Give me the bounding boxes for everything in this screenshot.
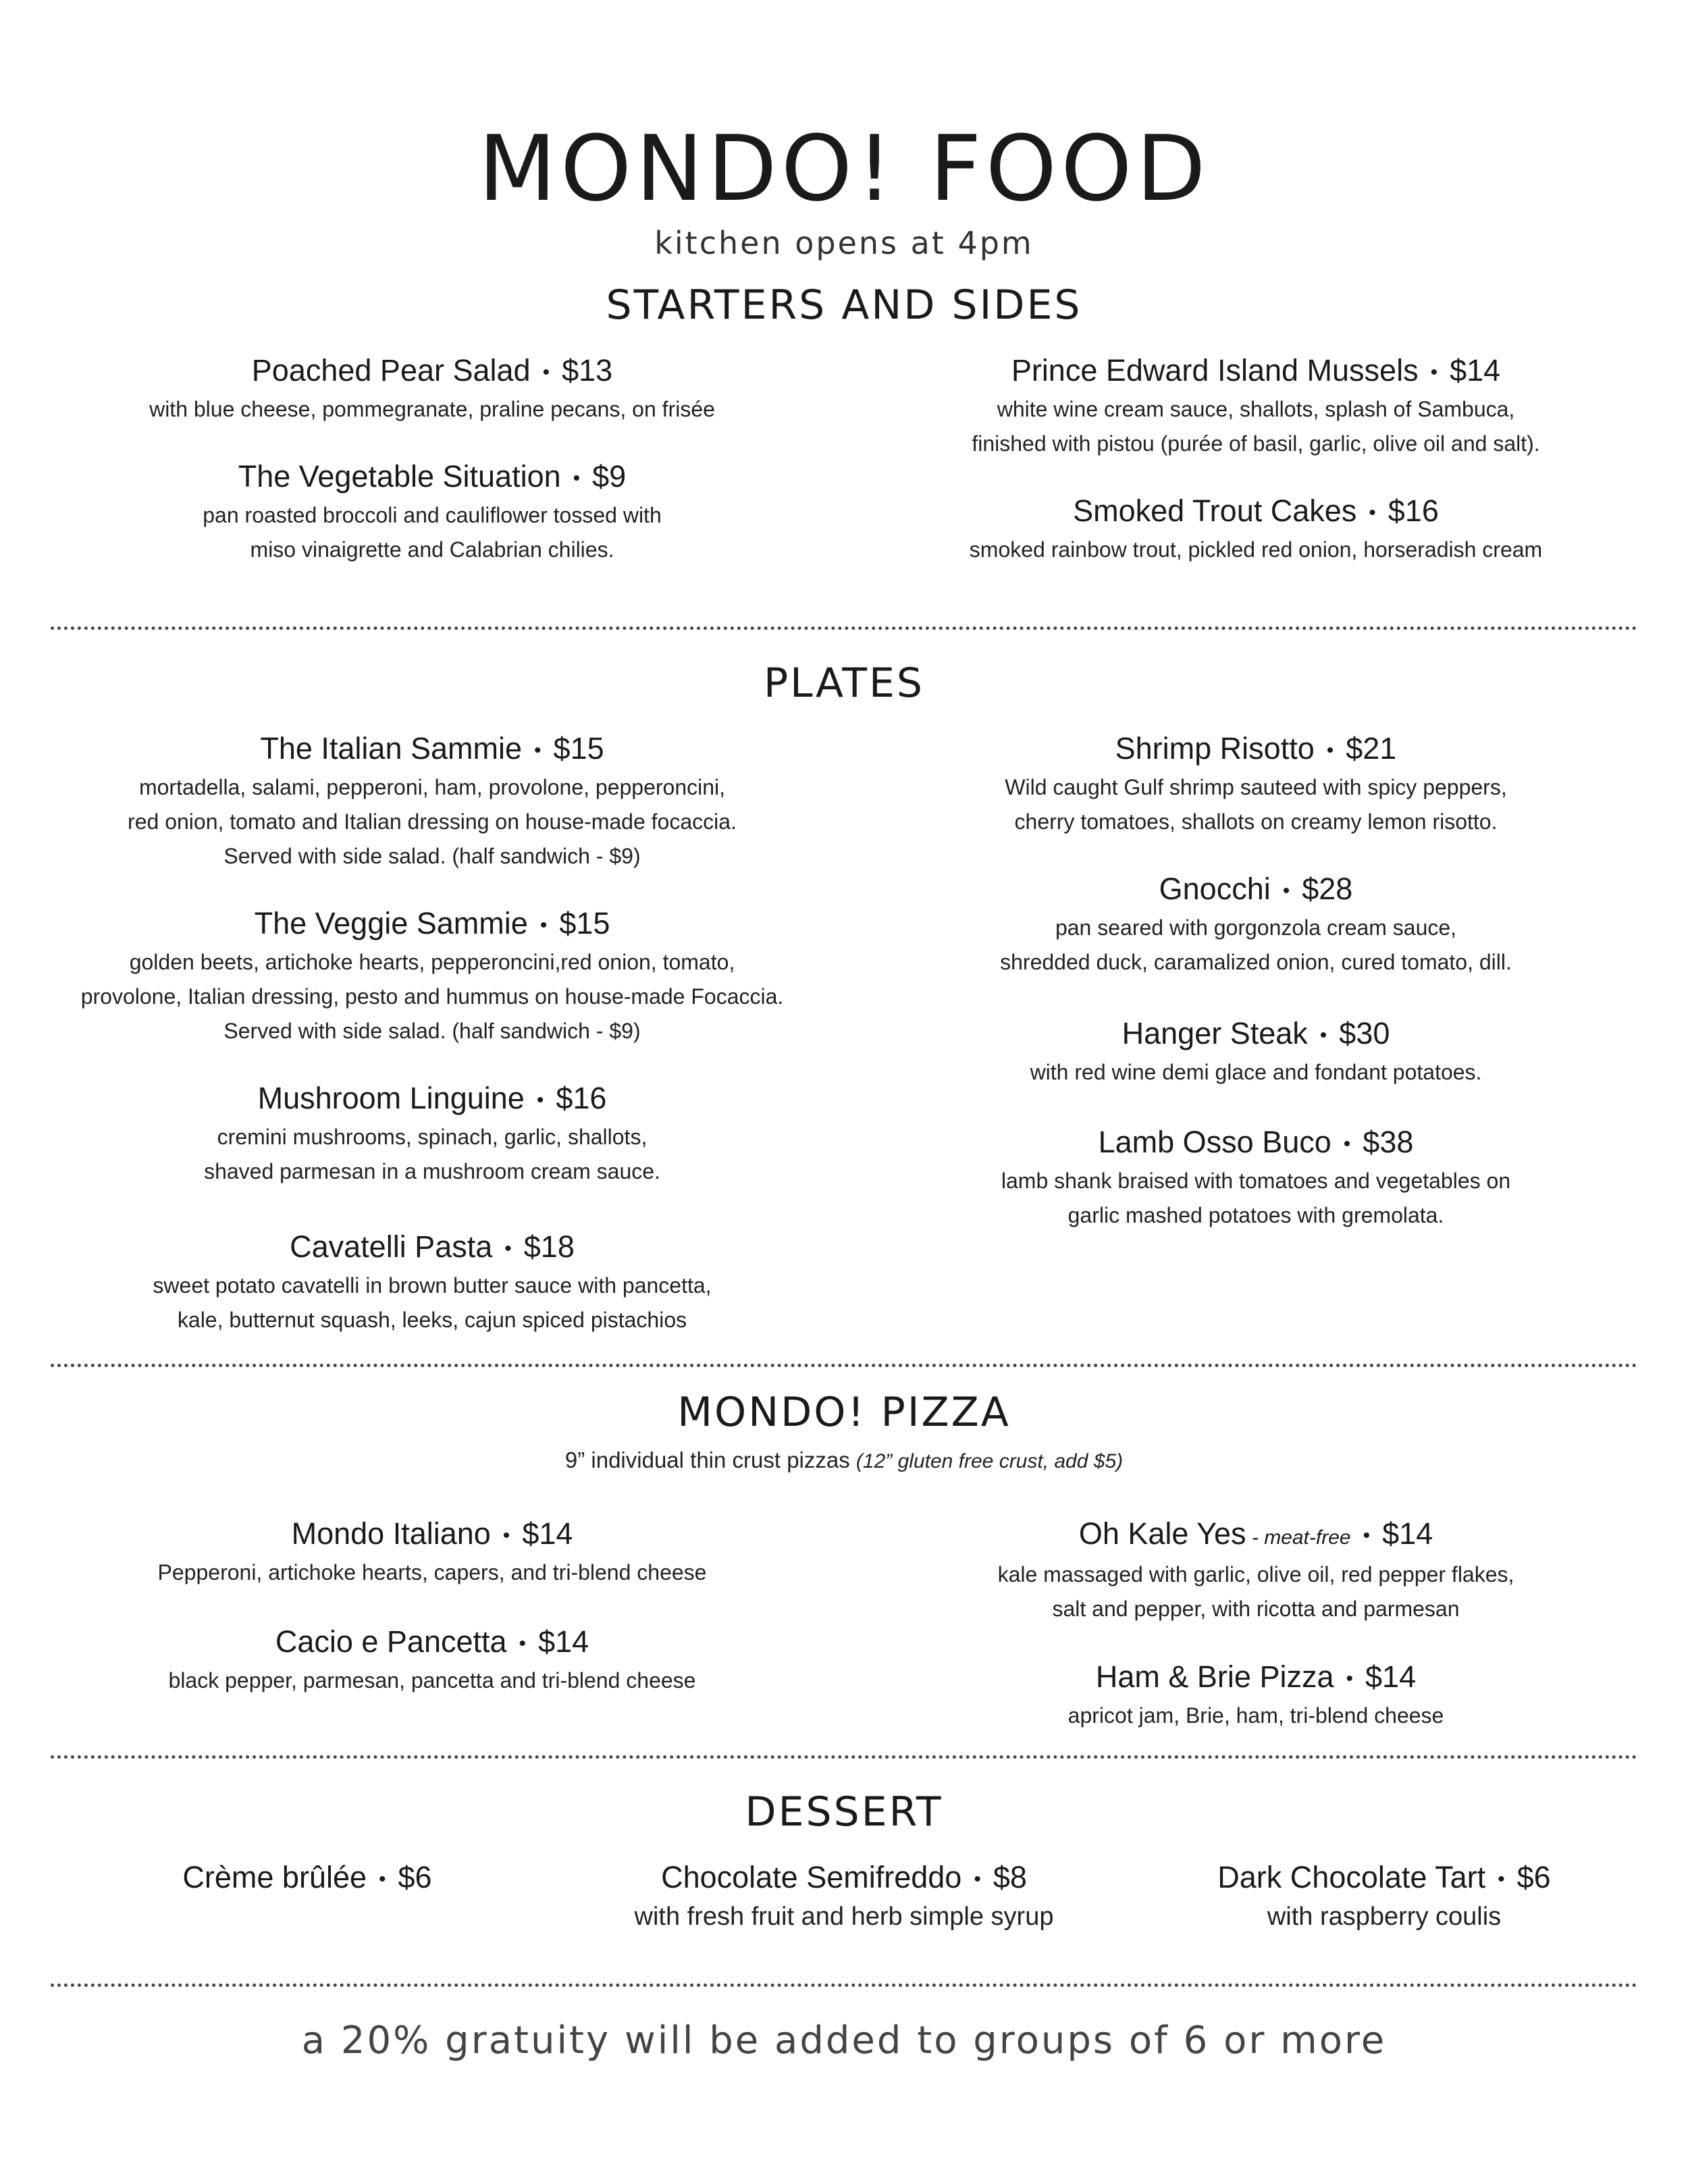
item-description: shaved parmesan in a mushroom cream sauce. [204,1159,660,1184]
item-price: $8 [993,1860,1027,1894]
item-name: The Vegetable Situation [238,459,561,494]
item-price: $9 [592,459,627,494]
separator-dot: • [1346,1668,1354,1690]
item-description: apricot jam, Brie, ham, tri-blend cheese [1067,1703,1444,1728]
item-name: Crème brûlée [182,1860,367,1894]
item-name: Prince Edward Island Mussels [1011,353,1419,388]
menu-item [905,870,1607,980]
menu-item [905,1514,1607,1626]
menu-item [108,1622,756,1698]
item-name: Shrimp Risotto [1115,731,1315,766]
pizza-note-text: 9” individual thin crust pizzas [564,1447,856,1472]
item-name: Cacio e Pancetta [275,1624,507,1659]
separator-dot: • [379,1868,386,1891]
item-name: Mushroom Linguine [257,1081,525,1115]
separator-dot: • [502,1524,510,1547]
item-description: miso vinaigrette and Calabrian chilies. [250,537,614,562]
item-description: Served with side salad. (half sandwich - $9) [223,1019,641,1044]
item-name: Dark Chocolate Tart [1217,1860,1486,1894]
item-description: pan seared with gorgonzola cream sauce, [1055,915,1457,940]
item-name: Hanger Steak [1122,1016,1308,1050]
menu-item [905,1657,1607,1733]
separator-dot: • [519,1632,527,1655]
dotted-divider [51,1983,1637,1987]
separator-dot: • [539,914,548,937]
item-heading [108,1514,756,1555]
section-title-plates: PLATES [763,660,925,707]
kitchen-hours: kitchen opens at 4pm [654,225,1034,261]
item-description: Wild caught Gulf shrimp sauteed with spicy peppers, [1005,775,1507,800]
item-price: $6 [398,1860,432,1894]
item-description: with red wine demi glace and fondant potatoes. [1030,1060,1482,1085]
item-description: black pepper, parmesan, pancetta and tri-blend cheese [168,1668,696,1693]
item-name: Cavatelli Pasta [290,1229,493,1264]
item-price: $14 [1382,1516,1433,1551]
item-heading [905,491,1607,533]
separator-dot: • [542,361,550,384]
separator-dot: • [1319,1024,1327,1047]
item-description: Served with side salad. (half sandwich - $9) [223,844,641,869]
item-description: salt and pepper, with ricotta and parmesan [1052,1597,1460,1621]
item-heading [905,1123,1607,1164]
menu-item [68,729,797,874]
item-description: with fresh fruit and herb simple syrup [634,1902,1054,1932]
menu-item [108,351,756,427]
item-description: pan roasted broccoli and cauliflower tossed with [203,503,662,528]
item-price: $15 [553,731,604,766]
item-description: finished with pistou (purée of basil, garlic, olive oil and salt). [972,431,1540,456]
item-heading [68,729,797,770]
separator-dot: • [1343,1133,1351,1156]
separator-dot: • [504,1237,512,1260]
item-description: kale massaged with garlic, olive oil, red pepper flakes, [997,1562,1514,1587]
item-price: $15 [559,906,610,940]
item-heading [108,1622,756,1663]
item-description: cherry tomatoes, shallots on creamy lemon risotto. [1014,809,1498,834]
menu-item [581,1858,1107,1934]
item-description: sweet potato cavatelli in brown butter sauce with pancetta, [153,1273,712,1298]
section-title-starters: STARTERS AND SIDES [606,282,1082,329]
item-name: The Italian Sammie [260,731,523,766]
item-description: kale, butternut squash, leeks, cajun spiced pistachios [177,1308,687,1333]
item-price: $14 [522,1516,573,1551]
section-title-dessert: DESSERT [745,1788,943,1836]
menu-item [68,1079,797,1189]
item-name: Ham & Brie Pizza [1095,1659,1334,1694]
item-price: $21 [1346,731,1397,766]
pizza-size-note [0,1443,1688,1479]
dotted-divider [51,1364,1637,1367]
separator-dot: • [974,1868,981,1891]
item-name: Smoked Trout Cakes [1073,494,1357,528]
item-heading [905,1514,1607,1557]
menu-item [1128,1858,1641,1934]
item-price: $14 [1365,1659,1417,1694]
item-price: $6 [1516,1860,1551,1894]
section-title-pizza: MONDO! PIZZA [677,1389,1011,1436]
dotted-divider [51,1755,1637,1759]
item-name: Lamb Osso Buco [1098,1125,1331,1159]
menu-item [108,1514,756,1590]
item-heading [54,1858,560,1899]
item-price: $13 [562,353,613,388]
item-heading [905,870,1607,911]
item-description: cremini mushrooms, spinach, garlic, shallots, [217,1125,648,1150]
item-description: white wine cream sauce, shallots, splash of Sambuca, [997,397,1515,422]
item-description: Pepperoni, artichoke hearts, capers, and tri-blend cheese [157,1560,707,1585]
item-name: Mondo Italiano [291,1516,491,1551]
gratuity-notice: a 20% gratuity will be added to groups of 6 or more [301,2019,1387,2062]
menu-item [905,1014,1607,1090]
item-description: with blue cheese, pommegranate, praline pecans, on frisée [149,397,715,422]
separator-dot: • [534,739,542,762]
separator-dot: • [1282,880,1290,903]
item-name: Chocolate Semifreddo [661,1860,962,1894]
menu-item [68,904,797,1048]
item-heading [905,1014,1607,1055]
item-price: $30 [1339,1016,1390,1050]
item-heading [108,351,756,392]
item-description: golden beets, artichoke hearts, pepperoncini,red onion, tomato, [129,950,735,975]
item-name: Poached Pear Salad [251,353,531,388]
menu-item [905,1123,1607,1233]
item-tag: meat-free [1264,1526,1351,1549]
item-heading [1128,1858,1641,1899]
item-price: $16 [556,1081,607,1115]
separator-dot: • [1369,502,1376,525]
menu-item [108,457,756,567]
item-description: provolone, Italian dressing, pesto and hummus on house-made Focaccia. [80,984,784,1009]
menu-title: MONDO! FOOD [478,116,1210,221]
item-heading [581,1858,1107,1899]
item-description: red onion, tomato and Italian dressing on house-made focaccia. [128,809,737,834]
item-description: shredded duck, caramalized onion, cured tomato, dill. [1000,950,1512,975]
separator-dot: • [1363,1524,1371,1547]
item-description: with raspberry coulis [1267,1902,1502,1932]
item-heading [108,457,756,498]
item-description: mortadella, salami, pepperoni, ham, provolone, pepperoncini, [138,775,726,800]
separator-dot: • [1326,739,1334,762]
item-description: smoked rainbow trout, pickled red onion, horseradish cream [969,537,1543,562]
item-tag-prefix: - [1246,1526,1265,1549]
dotted-divider [51,627,1637,630]
item-name: The Veggie Sammie [254,906,528,940]
item-heading [68,1079,797,1120]
separator-dot: • [1430,361,1438,384]
item-heading [68,1227,797,1269]
separator-dot: • [536,1089,544,1112]
item-heading [905,1657,1607,1699]
item-heading [905,351,1607,392]
item-price: $28 [1302,872,1353,906]
menu-item [54,1858,560,1899]
separator-dot: • [573,467,581,490]
item-name: Gnocchi [1159,872,1271,906]
item-price: $38 [1363,1125,1414,1159]
menu-item [905,351,1607,461]
item-heading [68,904,797,945]
item-price: $14 [538,1624,589,1659]
item-heading [905,729,1607,770]
separator-dot: • [1498,1868,1505,1891]
item-price: $18 [523,1229,575,1264]
item-description: garlic mashed potatoes with gremolata. [1067,1203,1444,1228]
item-price: $16 [1388,494,1439,528]
menu-item [905,491,1607,567]
menu-item [905,729,1607,839]
item-description: lamb shank braised with tomatoes and vegetables on [1001,1169,1511,1194]
item-name: Oh Kale Yes [1078,1516,1246,1551]
item-price: $14 [1450,353,1501,388]
pizza-gluten-free-note: (12” gluten free crust, add $5) [855,1450,1124,1472]
menu-item [68,1227,797,1337]
